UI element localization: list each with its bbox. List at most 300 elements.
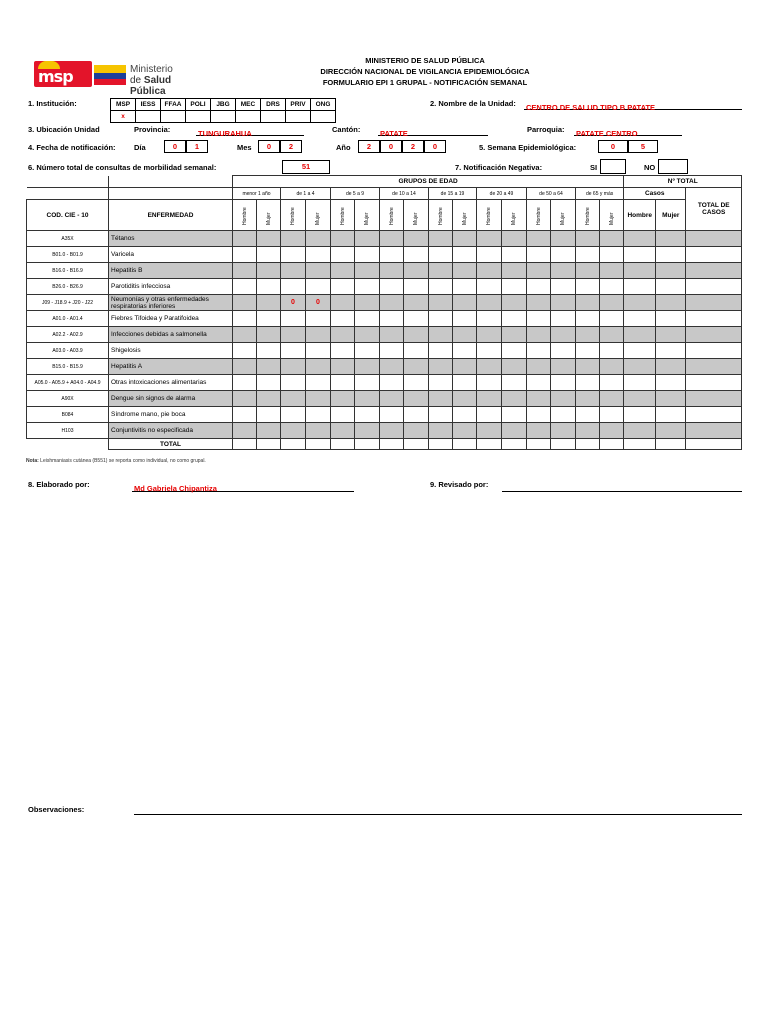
case-count-cell[interactable] — [527, 391, 551, 407]
case-count-cell[interactable] — [331, 263, 355, 279]
case-count-cell[interactable] — [624, 247, 656, 263]
case-count-cell[interactable] — [281, 343, 306, 359]
case-count-cell[interactable] — [576, 359, 600, 375]
case-count-cell[interactable] — [257, 311, 281, 327]
total-cell[interactable] — [600, 439, 624, 450]
case-count-cell[interactable] — [355, 375, 380, 391]
case-count-cell[interactable] — [331, 375, 355, 391]
case-count-cell[interactable] — [576, 407, 600, 423]
case-count-cell[interactable] — [453, 407, 477, 423]
case-count-cell[interactable] — [429, 359, 453, 375]
case-count-cell[interactable] — [380, 231, 404, 247]
case-count-cell[interactable] — [551, 263, 576, 279]
case-count-cell[interactable] — [429, 423, 453, 439]
case-count-cell[interactable]: 0 — [281, 295, 306, 311]
case-count-cell[interactable] — [281, 327, 306, 343]
case-count-cell[interactable] — [429, 407, 453, 423]
case-count-cell[interactable] — [453, 327, 477, 343]
case-count-cell[interactable] — [686, 407, 742, 423]
total-cell[interactable] — [331, 439, 355, 450]
observaciones-field[interactable] — [134, 801, 742, 815]
case-count-cell[interactable] — [257, 231, 281, 247]
case-count-cell[interactable] — [257, 263, 281, 279]
case-count-cell[interactable] — [502, 423, 527, 439]
case-count-cell[interactable] — [477, 311, 502, 327]
case-count-cell[interactable] — [355, 247, 380, 263]
total-cell[interactable] — [477, 439, 502, 450]
case-count-cell[interactable] — [380, 327, 404, 343]
case-count-cell[interactable] — [656, 295, 686, 311]
case-count-cell[interactable] — [404, 375, 429, 391]
total-cell[interactable] — [502, 439, 527, 450]
case-count-cell[interactable] — [600, 327, 624, 343]
case-count-cell[interactable] — [656, 359, 686, 375]
case-count-cell[interactable] — [576, 263, 600, 279]
case-count-cell[interactable] — [233, 247, 257, 263]
case-count-cell[interactable] — [453, 231, 477, 247]
case-count-cell[interactable] — [686, 327, 742, 343]
case-count-cell[interactable] — [429, 311, 453, 327]
case-count-cell[interactable] — [306, 359, 331, 375]
case-count-cell[interactable] — [453, 391, 477, 407]
case-count-cell[interactable] — [281, 423, 306, 439]
case-count-cell[interactable] — [551, 375, 576, 391]
case-count-cell[interactable] — [331, 247, 355, 263]
case-count-cell[interactable] — [331, 279, 355, 295]
case-count-cell[interactable] — [576, 295, 600, 311]
case-count-cell[interactable] — [233, 327, 257, 343]
case-count-cell[interactable] — [600, 295, 624, 311]
case-count-cell[interactable] — [404, 263, 429, 279]
case-count-cell[interactable] — [404, 423, 429, 439]
total-cell[interactable] — [453, 439, 477, 450]
case-count-cell[interactable] — [233, 231, 257, 247]
consultas-value[interactable]: 51 — [282, 160, 330, 174]
case-count-cell[interactable] — [502, 343, 527, 359]
case-count-cell[interactable] — [331, 359, 355, 375]
case-count-cell[interactable] — [477, 279, 502, 295]
case-count-cell[interactable] — [233, 375, 257, 391]
case-count-cell[interactable] — [502, 295, 527, 311]
case-count-cell[interactable] — [380, 295, 404, 311]
inst-check[interactable] — [261, 111, 286, 123]
case-count-cell[interactable] — [686, 295, 742, 311]
total-cell[interactable] — [257, 439, 281, 450]
anio-digit-4[interactable]: 0 — [424, 140, 446, 153]
cie-code: B16.0 - B16.9 — [27, 263, 109, 279]
case-count-cell[interactable] — [600, 263, 624, 279]
case-count-cell[interactable] — [686, 263, 742, 279]
total-cell[interactable] — [429, 439, 453, 450]
case-count-cell[interactable] — [380, 407, 404, 423]
mujer-column-header: Mujer — [600, 200, 624, 231]
case-count-cell[interactable] — [527, 327, 551, 343]
case-count-cell[interactable] — [453, 375, 477, 391]
case-count-cell[interactable] — [281, 375, 306, 391]
case-count-cell[interactable] — [306, 343, 331, 359]
case-count-cell[interactable] — [502, 359, 527, 375]
inst-check[interactable] — [286, 111, 311, 123]
case-count-cell[interactable] — [551, 231, 576, 247]
case-count-cell[interactable] — [656, 279, 686, 295]
case-count-cell[interactable] — [380, 359, 404, 375]
case-count-cell[interactable] — [404, 231, 429, 247]
case-count-cell[interactable] — [306, 407, 331, 423]
case-count-cell[interactable] — [624, 359, 656, 375]
case-count-cell[interactable] — [624, 231, 656, 247]
mes-digit-2[interactable]: 2 — [280, 140, 302, 153]
case-count-cell[interactable] — [576, 279, 600, 295]
case-count-cell[interactable] — [576, 423, 600, 439]
elaborado-field[interactable] — [132, 478, 354, 492]
case-count-cell[interactable] — [600, 391, 624, 407]
case-count-cell[interactable] — [233, 343, 257, 359]
case-count-cell[interactable] — [600, 359, 624, 375]
case-count-cell[interactable] — [656, 263, 686, 279]
nombre-unidad-label: 2. Nombre de la Unidad: — [430, 99, 516, 108]
case-count-cell[interactable] — [551, 391, 576, 407]
case-count-cell[interactable] — [404, 327, 429, 343]
case-count-cell[interactable] — [656, 375, 686, 391]
case-count-cell[interactable] — [624, 343, 656, 359]
case-count-cell[interactable] — [429, 343, 453, 359]
case-count-cell[interactable] — [502, 231, 527, 247]
case-count-cell[interactable] — [656, 327, 686, 343]
dia-digit-2[interactable]: 1 — [186, 140, 208, 153]
total-cell[interactable] — [355, 439, 380, 450]
case-count-cell[interactable] — [576, 391, 600, 407]
case-count-cell[interactable] — [624, 375, 656, 391]
case-count-cell[interactable] — [477, 327, 502, 343]
case-count-cell[interactable] — [306, 375, 331, 391]
case-count-cell[interactable] — [233, 359, 257, 375]
case-count-cell[interactable] — [576, 231, 600, 247]
case-count-cell[interactable] — [233, 279, 257, 295]
case-count-cell[interactable] — [355, 407, 380, 423]
note: Nota: Leishmaniasis cutánea (B551) se reporta como individual, no como grupal. — [26, 458, 206, 464]
case-count-cell[interactable] — [453, 311, 477, 327]
case-count-cell[interactable] — [624, 407, 656, 423]
case-count-cell[interactable] — [257, 407, 281, 423]
case-count-cell[interactable] — [331, 423, 355, 439]
anio-digit-1[interactable]: 2 — [358, 140, 380, 153]
case-count-cell[interactable] — [686, 343, 742, 359]
case-count-cell[interactable] — [576, 343, 600, 359]
case-count-cell[interactable] — [656, 231, 686, 247]
case-count-cell[interactable] — [233, 295, 257, 311]
case-count-cell[interactable] — [576, 327, 600, 343]
case-count-cell[interactable] — [355, 311, 380, 327]
case-count-cell[interactable] — [656, 247, 686, 263]
semana-digit-2[interactable]: 5 — [628, 140, 658, 153]
total-cell[interactable] — [404, 439, 429, 450]
case-count-cell[interactable] — [656, 391, 686, 407]
case-count-cell[interactable] — [257, 391, 281, 407]
inst-check[interactable] — [186, 111, 211, 123]
case-count-cell[interactable] — [686, 311, 742, 327]
case-count-cell[interactable] — [502, 311, 527, 327]
case-count-cell[interactable] — [331, 407, 355, 423]
case-count-cell[interactable] — [331, 295, 355, 311]
case-count-cell[interactable] — [624, 423, 656, 439]
case-count-cell[interactable] — [576, 311, 600, 327]
case-count-cell[interactable] — [331, 343, 355, 359]
total-cell[interactable] — [686, 439, 742, 450]
case-count-cell[interactable] — [429, 263, 453, 279]
case-count-cell[interactable] — [306, 247, 331, 263]
case-count-cell[interactable] — [281, 391, 306, 407]
case-count-cell[interactable] — [502, 407, 527, 423]
inst-check[interactable] — [161, 111, 186, 123]
case-count-cell[interactable] — [551, 407, 576, 423]
inst-check[interactable] — [236, 111, 261, 123]
case-count-cell[interactable] — [551, 359, 576, 375]
case-count-cell[interactable] — [477, 423, 502, 439]
case-count-cell[interactable] — [453, 279, 477, 295]
case-count-cell[interactable] — [502, 391, 527, 407]
case-count-cell[interactable] — [656, 423, 686, 439]
case-count-cell[interactable] — [404, 247, 429, 263]
case-count-cell[interactable] — [429, 231, 453, 247]
case-count-cell[interactable] — [551, 343, 576, 359]
case-count-cell[interactable] — [233, 311, 257, 327]
case-count-cell[interactable] — [527, 311, 551, 327]
case-count-cell[interactable] — [380, 423, 404, 439]
case-count-cell[interactable] — [502, 279, 527, 295]
case-count-cell[interactable] — [331, 231, 355, 247]
case-count-cell[interactable] — [576, 375, 600, 391]
total-cell[interactable] — [576, 439, 600, 450]
case-count-cell[interactable] — [527, 295, 551, 311]
case-count-cell[interactable] — [257, 247, 281, 263]
mes-digit-1[interactable]: 0 — [258, 140, 280, 153]
semana-digit-1[interactable]: 0 — [598, 140, 628, 153]
case-count-cell[interactable] — [576, 247, 600, 263]
case-count-cell[interactable] — [624, 279, 656, 295]
case-count-cell[interactable] — [281, 407, 306, 423]
case-count-cell[interactable] — [355, 231, 380, 247]
case-count-cell[interactable] — [355, 295, 380, 311]
case-count-cell[interactable] — [355, 359, 380, 375]
case-count-cell[interactable] — [355, 391, 380, 407]
case-count-cell[interactable] — [551, 311, 576, 327]
case-count-cell[interactable] — [404, 359, 429, 375]
case-count-cell[interactable] — [527, 375, 551, 391]
case-count-cell[interactable] — [453, 423, 477, 439]
case-count-cell[interactable] — [453, 295, 477, 311]
case-count-cell[interactable] — [551, 295, 576, 311]
case-count-cell[interactable] — [380, 263, 404, 279]
case-count-cell[interactable] — [355, 263, 380, 279]
case-count-cell[interactable] — [502, 327, 527, 343]
case-count-cell[interactable] — [624, 263, 656, 279]
case-count-cell[interactable] — [600, 423, 624, 439]
case-count-cell[interactable] — [551, 423, 576, 439]
total-cell[interactable] — [233, 439, 257, 450]
case-count-cell[interactable] — [686, 423, 742, 439]
case-count-cell[interactable] — [477, 375, 502, 391]
case-count-cell[interactable] — [380, 311, 404, 327]
msp-logo-text: msp — [38, 67, 73, 86]
case-count-cell[interactable] — [429, 327, 453, 343]
case-count-cell[interactable] — [502, 375, 527, 391]
parroquia-field[interactable] — [574, 123, 682, 136]
case-count-cell[interactable] — [477, 359, 502, 375]
case-count-cell[interactable] — [477, 247, 502, 263]
case-count-cell[interactable] — [429, 279, 453, 295]
anio-digit-3[interactable]: 2 — [402, 140, 424, 153]
no-checkbox[interactable] — [658, 159, 688, 174]
case-count-cell[interactable] — [404, 343, 429, 359]
case-count-cell[interactable] — [551, 247, 576, 263]
case-count-cell[interactable] — [551, 327, 576, 343]
case-count-cell[interactable] — [233, 391, 257, 407]
anio-digit-2[interactable]: 0 — [380, 140, 402, 153]
case-count-cell[interactable] — [257, 295, 281, 311]
case-count-cell[interactable] — [624, 295, 656, 311]
case-count-cell[interactable] — [355, 423, 380, 439]
case-count-cell[interactable] — [380, 391, 404, 407]
case-count-cell[interactable] — [527, 407, 551, 423]
case-count-cell[interactable] — [686, 231, 742, 247]
case-count-cell[interactable] — [355, 327, 380, 343]
total-cell[interactable] — [281, 439, 306, 450]
case-count-cell[interactable] — [656, 311, 686, 327]
case-count-cell[interactable] — [404, 311, 429, 327]
inst-check-msp[interactable]: x — [111, 111, 136, 123]
case-count-cell[interactable] — [281, 263, 306, 279]
case-count-cell[interactable] — [656, 343, 686, 359]
case-count-cell[interactable] — [380, 247, 404, 263]
case-count-cell[interactable] — [257, 279, 281, 295]
total-cell[interactable] — [380, 439, 404, 450]
total-cell[interactable] — [551, 439, 576, 450]
case-count-cell[interactable] — [380, 375, 404, 391]
case-count-cell[interactable] — [429, 391, 453, 407]
case-count-cell[interactable] — [257, 375, 281, 391]
case-count-cell[interactable] — [380, 279, 404, 295]
case-count-cell[interactable] — [502, 247, 527, 263]
case-count-cell[interactable] — [306, 423, 331, 439]
total-cell[interactable] — [306, 439, 331, 450]
si-checkbox[interactable] — [600, 159, 626, 174]
provincia-field[interactable] — [196, 123, 304, 136]
case-count-cell[interactable] — [429, 247, 453, 263]
case-count-cell[interactable] — [404, 391, 429, 407]
case-count-cell[interactable] — [331, 327, 355, 343]
case-count-cell[interactable] — [306, 327, 331, 343]
case-count-cell[interactable] — [281, 247, 306, 263]
case-count-cell[interactable] — [257, 327, 281, 343]
case-count-cell[interactable] — [233, 263, 257, 279]
case-count-cell[interactable] — [624, 327, 656, 343]
case-count-cell[interactable] — [600, 231, 624, 247]
case-count-cell[interactable] — [527, 247, 551, 263]
case-count-cell[interactable] — [686, 375, 742, 391]
total-cell[interactable] — [656, 439, 686, 450]
revisado-field[interactable] — [502, 478, 742, 492]
case-count-cell[interactable] — [306, 263, 331, 279]
nombre-unidad-field[interactable] — [524, 97, 742, 110]
case-count-cell[interactable] — [453, 263, 477, 279]
case-count-cell[interactable] — [600, 407, 624, 423]
case-count-cell[interactable] — [502, 263, 527, 279]
case-count-cell[interactable] — [404, 295, 429, 311]
dia-digit-1[interactable]: 0 — [164, 140, 186, 153]
case-count-cell[interactable] — [380, 343, 404, 359]
case-count-cell[interactable] — [429, 295, 453, 311]
case-count-cell[interactable] — [453, 343, 477, 359]
case-count-cell[interactable] — [257, 343, 281, 359]
case-count-cell[interactable] — [600, 311, 624, 327]
case-count-cell[interactable] — [477, 407, 502, 423]
case-count-cell[interactable] — [624, 311, 656, 327]
case-count-cell[interactable] — [527, 279, 551, 295]
case-count-cell[interactable] — [306, 231, 331, 247]
case-count-cell[interactable] — [355, 343, 380, 359]
case-count-cell[interactable] — [527, 263, 551, 279]
case-count-cell[interactable] — [477, 391, 502, 407]
case-count-cell[interactable] — [404, 279, 429, 295]
case-count-cell[interactable] — [527, 343, 551, 359]
case-count-cell[interactable]: 0 — [306, 295, 331, 311]
case-count-cell[interactable] — [551, 279, 576, 295]
case-count-cell[interactable] — [686, 247, 742, 263]
case-count-cell[interactable] — [306, 279, 331, 295]
case-count-cell[interactable] — [600, 247, 624, 263]
case-count-cell[interactable] — [600, 343, 624, 359]
case-count-cell[interactable] — [624, 391, 656, 407]
case-count-cell[interactable] — [477, 231, 502, 247]
case-count-cell[interactable] — [453, 359, 477, 375]
case-count-cell[interactable] — [281, 231, 306, 247]
case-count-cell[interactable] — [686, 391, 742, 407]
case-count-cell[interactable] — [527, 231, 551, 247]
case-count-cell[interactable] — [477, 343, 502, 359]
case-count-cell[interactable] — [656, 407, 686, 423]
inst-check[interactable] — [311, 111, 336, 123]
case-count-cell[interactable] — [686, 279, 742, 295]
total-cell[interactable] — [624, 439, 656, 450]
case-count-cell[interactable] — [404, 407, 429, 423]
case-count-cell[interactable] — [331, 311, 355, 327]
case-count-cell[interactable] — [281, 311, 306, 327]
canton-field[interactable] — [378, 123, 488, 136]
case-count-cell[interactable] — [429, 375, 453, 391]
case-count-cell[interactable] — [233, 423, 257, 439]
case-count-cell[interactable] — [600, 375, 624, 391]
case-count-cell[interactable] — [453, 247, 477, 263]
case-count-cell[interactable] — [527, 423, 551, 439]
case-count-cell[interactable] — [355, 279, 380, 295]
case-count-cell[interactable] — [527, 359, 551, 375]
case-count-cell[interactable] — [233, 407, 257, 423]
case-count-cell[interactable] — [306, 391, 331, 407]
case-count-cell[interactable] — [600, 279, 624, 295]
case-count-cell[interactable] — [477, 295, 502, 311]
case-count-cell[interactable] — [257, 423, 281, 439]
total-cell[interactable] — [527, 439, 551, 450]
inst-check[interactable] — [211, 111, 236, 123]
case-count-cell[interactable] — [331, 391, 355, 407]
case-count-cell[interactable] — [306, 311, 331, 327]
case-count-cell[interactable] — [686, 359, 742, 375]
case-count-cell[interactable] — [477, 263, 502, 279]
case-count-cell[interactable] — [281, 359, 306, 375]
case-count-cell[interactable] — [257, 359, 281, 375]
case-count-cell[interactable] — [281, 279, 306, 295]
inst-check[interactable] — [136, 111, 161, 123]
